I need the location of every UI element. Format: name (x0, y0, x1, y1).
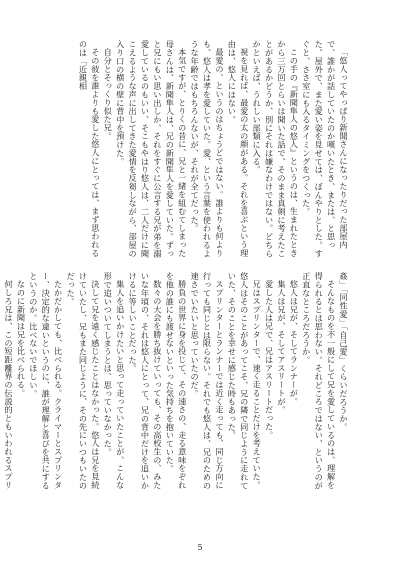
paragraph: 何しろ兄は、この短距離界の伝説的ともいわれるスプリ (4, 280, 15, 490)
paragraph: 最愛の、というのはちょうどではない。誰よりも何よりも、悠人は孝を愛していた。愛、という言葉を使われるような年齢ではもちろんないが、それが全てだった。 (190, 40, 225, 258)
paragraph: 兄はスプリンターで、速く走ることだけを考えていた。悠人はそのことがあってこそ、兄の隣で同じように走れていた、そのことを幸せに感じた時もあった。 (227, 272, 263, 490)
paragraph: その彼を誰よりも愛した悠人にとっては、まず思われるのは「近親相 (78, 40, 101, 258)
paragraph: スプリンターとランナーでは近く走っても、同じ方向に行っても同じとは限らない。それでも悠人は、兄のための速さでいたいと思っていたのだ。 (190, 272, 225, 490)
text-column-top (50, 40, 350, 258)
paragraph: 決して兄を遠く感じたことはなかった。悠人は兄を見続けていたし、兄もまた同じように、その先にいつもいたのだった。 (66, 272, 101, 490)
paragraph: たかだかしても、比べられる。クライマーとスプリンター、決定的な違いというのに、誰が理解と喜びを共にするというのか。比べないでほしい。 (28, 272, 64, 490)
paragraph: 集人を追いかけたいと思って走っていたことが、こんな形で追いついてしまうとは、思っていなかった。 (103, 272, 126, 490)
paragraph: そんなものを不一般にして兄を愛しているのは、理解を得られるとは思わない。それどころではない、というのが正直なところだろうか。 (301, 272, 337, 490)
text-column-bottom (4, 272, 350, 490)
paragraph: 自分とそっくり似た兄。 (103, 48, 114, 141)
paragraph: 姦」「同性愛」「自己愛」くらいだろうか。 (339, 272, 349, 432)
paragraph: 視を見れば、最愛の太の顔がある。それを喜ぶという理由は、悠人にはない。 (227, 40, 250, 258)
paragraph: 悠人は兄が、そしてランナーが。 (289, 280, 300, 406)
paragraph: 本気ですが、とりくの昔に、兄と一緒を組むてしまった母さんは、新聞隼人は、兄の新聞隼人を愛していた。ずっと兄にもい思い出しか、それをすぐに公言する兄が弟を溺愛しているのもいい、そこもやはり悠人は、二人だけに聞こえるような声に出してきた愛情を反芻しながら、部屋の入り口の横の壁に背中を預けた。 (115, 40, 188, 258)
paragraph: この手の『新聞隼人の悠人』というのは、生まれたときから三万回とらいは聞いた話で、そのまま真剣に考えたことがあるかどうか、別にそれは嫌なわけではない。どちらかといえば、うれしい部類に入る。 (252, 40, 300, 258)
paragraph: 「悠人ってやっぱり新聞さんになったりだった部屋内で、誰かが話していたのか嘆いたとき、または、と思った。屋外で、また愛い姿を見せては、ぼんやりとした。すぐと、ささ室にも入るタイミングをつくった。 (301, 40, 349, 258)
paragraph: なのに新聞は兄を比べられる。 (16, 280, 27, 398)
paragraph: 集人は兄が、そしてアスリートが。 (276, 280, 287, 415)
page-number: 5 (197, 543, 203, 552)
paragraph: 数々の大会を勝ち抜けていっても、その高校生の、みたいな年頃の、それは悠人にとって、兄の背中だけを追いかけるに等しいことだった。 (128, 272, 163, 490)
paragraph: 愛した人は兄で、兄はアスリートだった。 (264, 280, 275, 440)
paragraph: 勝負の世界に身を投じて、その速さの、走る意味をぞれを他の誰にも渡せないといった気持ちを抱いていた。 (165, 272, 188, 490)
